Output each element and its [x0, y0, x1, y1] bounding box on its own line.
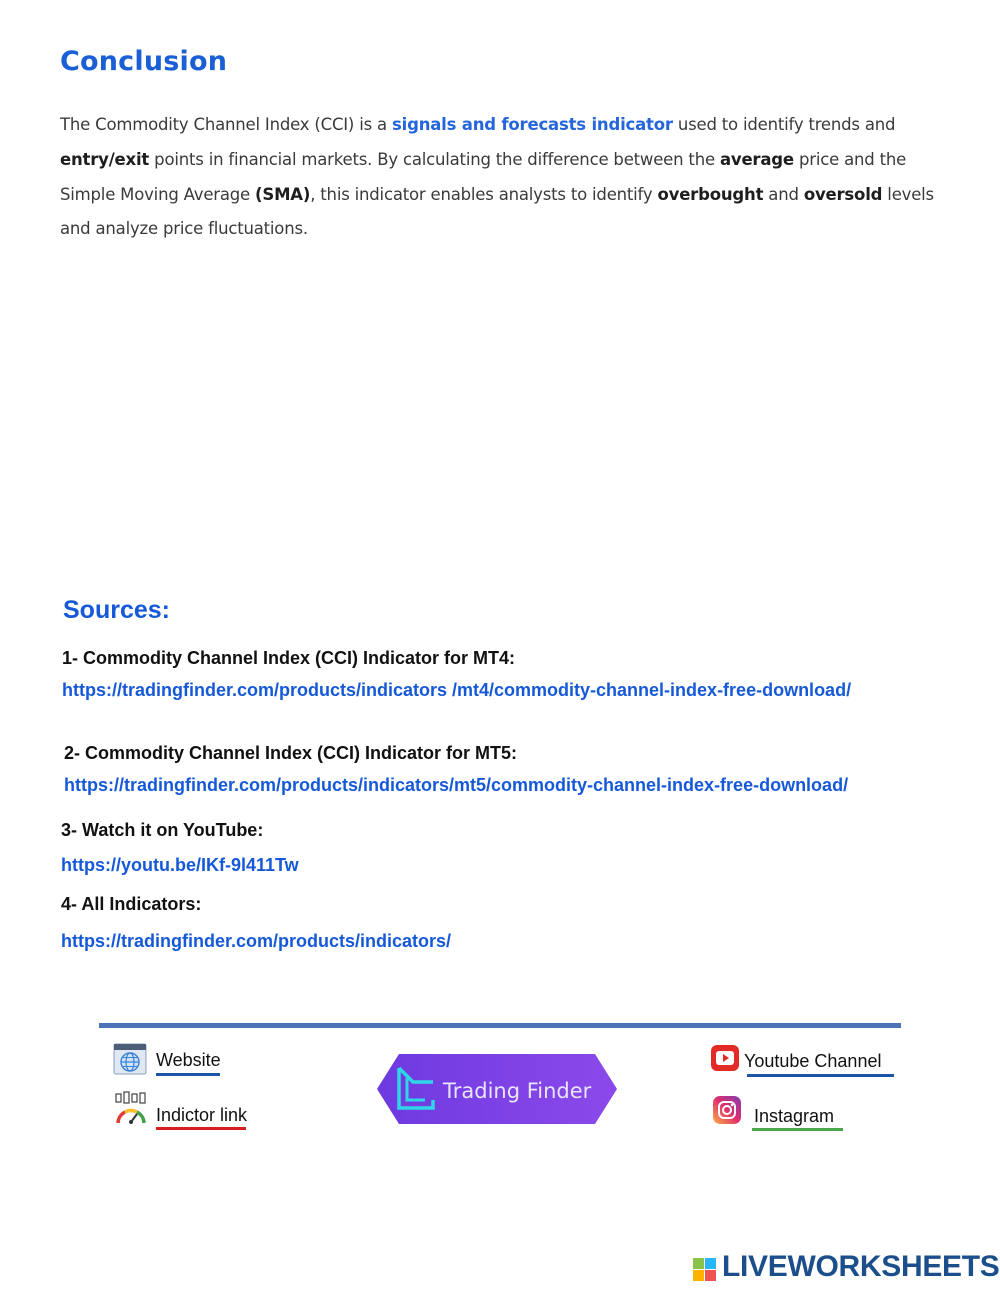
indicator-gauge-icon — [114, 1091, 148, 1127]
text-run: The Commodity Channel Index (CCI) is a — [60, 115, 392, 134]
conclusion-paragraph — [60, 108, 950, 247]
sources-title: Sources: — [63, 596, 170, 624]
website-underline — [156, 1073, 220, 1076]
source-link-4[interactable]: https://tradingfinder.com/products/indicators/ — [61, 931, 452, 951]
conclusion-title: Conclusion — [60, 46, 228, 77]
instagram-link[interactable]: Instagram — [754, 1106, 835, 1126]
youtube-channel-link[interactable]: Youtube Channel — [744, 1051, 882, 1071]
youtube-icon — [710, 1044, 740, 1072]
source-link-1[interactable]: https://tradingfinder.com/products/indicators /mt4/commodity-channel-index-free-download/ — [62, 680, 852, 700]
bold-text: overbought — [657, 184, 764, 204]
youtube-underline — [747, 1074, 894, 1077]
highlight-text: signals and forecasts indicator — [392, 115, 673, 134]
source-heading-4: 4- All Indicators: — [61, 894, 202, 914]
bold-text: oversold — [803, 184, 883, 204]
website-globe-icon — [113, 1043, 147, 1075]
indicator-underline — [156, 1127, 246, 1130]
brand-text: Trading Finder — [443, 1079, 592, 1103]
liveworksheets-logo-icon — [692, 1252, 718, 1286]
text-run: , this indicator enables analysts to identify — [310, 184, 658, 204]
bold-text: average — [719, 149, 794, 169]
trading-finder-logo[interactable] — [377, 1054, 617, 1124]
text-run: points in financial markets. By calculating the difference between the — [149, 149, 720, 169]
liveworksheets-watermark: LIVEWORKSHEETS — [722, 1250, 1000, 1283]
footer-divider — [99, 1023, 901, 1028]
source-link-2[interactable]: https://tradingfinder.com/products/indicators/mt5/commodity-channel-index-free-download/ — [64, 775, 849, 795]
text-run: price and the Simple Moving Average — [60, 149, 907, 204]
bold-text: (SMA) — [255, 184, 311, 204]
instagram-underline — [752, 1128, 843, 1131]
source-link-3[interactable]: https://youtu.be/IKf-9l411Tw — [61, 855, 299, 875]
text-run: used to identify trends and — [672, 115, 896, 134]
source-heading-3: 3- Watch it on YouTube: — [61, 820, 264, 840]
bold-text: entry/exit — [60, 149, 150, 169]
instagram-icon — [712, 1095, 742, 1125]
source-heading-2: 2- Commodity Channel Index (CCI) Indicator for MT5: — [64, 743, 518, 763]
text-run: levels and analyze price fluctuations. — [60, 184, 934, 239]
text-run: and — [763, 184, 804, 204]
website-link[interactable]: Website — [156, 1050, 221, 1070]
indicator-link[interactable]: Indictor link — [156, 1105, 248, 1125]
source-heading-1: 1- Commodity Channel Index (CCI) Indicator for MT4: — [62, 648, 516, 668]
